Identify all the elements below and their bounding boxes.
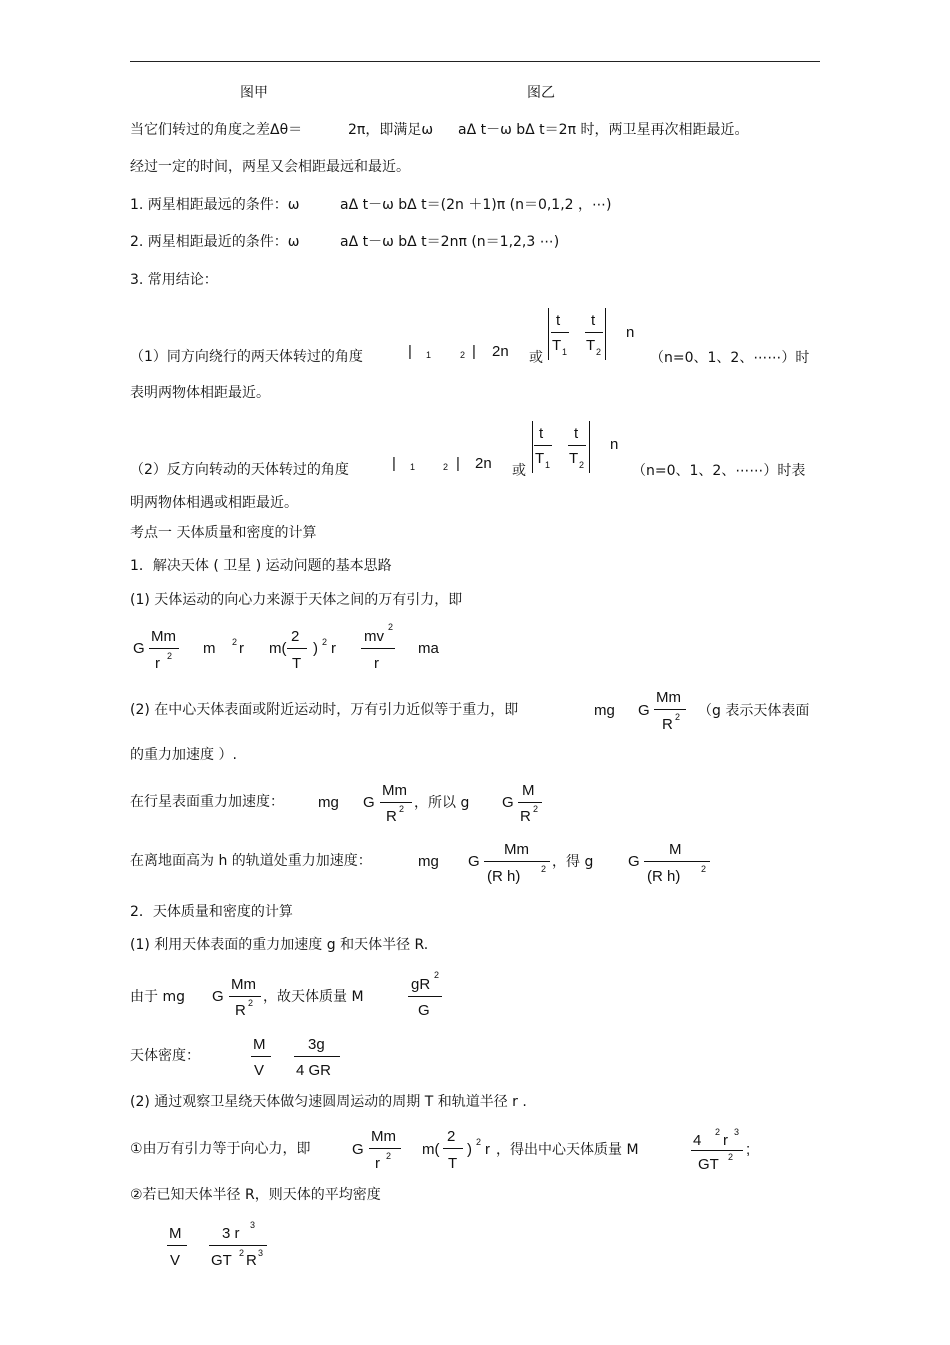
G-symbol: G — [468, 853, 480, 870]
frac-num: Mm — [504, 841, 529, 858]
n-value: n — [610, 436, 619, 453]
frac1-den: T — [552, 337, 562, 354]
frac2-bar — [568, 445, 586, 446]
abs-bracket-left — [532, 421, 533, 473]
period-frac-bar — [443, 1148, 463, 1149]
frac-bar — [518, 802, 542, 803]
near-condition-eq: aΔ t－ω bΔ t＝2nπ (n＝1,2,3 ⋯) — [340, 234, 560, 250]
omega-sub-1: 1 — [426, 350, 432, 360]
frac-bar — [408, 996, 442, 997]
or-label: 或 — [529, 350, 543, 366]
r-symbol: r — [485, 1141, 490, 1158]
section-2-p4: (2) 通过观察卫星绕天体做匀速圆周运动的周期 T 和轨道半径 r . — [130, 1094, 527, 1110]
ma-symbol: ma — [418, 640, 439, 657]
frac-den: 4 GR — [296, 1062, 332, 1079]
section-1-sub1: 1．解决天体 ( 卫星 ) 运动问题的基本思路 — [130, 558, 392, 574]
intro-line1-b: 2π，即满足ω — [348, 122, 434, 138]
frac-bar — [484, 861, 550, 862]
abs-bracket-right — [605, 308, 606, 360]
frac-den: V — [170, 1252, 181, 1269]
mv-exp: 2 — [388, 622, 394, 632]
abs-bar-left: | — [392, 455, 396, 472]
conclusion-1-tail: （n=0、1、2、⋯⋯）时 — [650, 350, 810, 366]
G-symbol: G — [133, 640, 145, 657]
conclusion-2-text: （2）反方向转动的天体转过的角度 — [130, 462, 349, 478]
mv-den: r — [374, 655, 379, 672]
frac-num: 3g — [308, 1036, 325, 1053]
frac-num: M — [669, 841, 682, 858]
frac-den: (R h) — [487, 868, 521, 885]
frac-den: GT — [211, 1252, 232, 1269]
r-symbol: r — [723, 1132, 728, 1149]
two-n: 2n — [475, 455, 492, 472]
frac1-den-sub: 1 — [562, 347, 568, 357]
intro-line1-a: 当它们转过的角度之差Δθ＝ — [130, 122, 303, 138]
frac2-den-sub: 2 — [579, 460, 585, 470]
omega-sub-1: 1 — [410, 462, 416, 472]
mass-from-orbit-label: ①由万有引力等于向心力，即 — [130, 1141, 311, 1157]
common-conclusion-label: 3. 常用结论： — [130, 272, 218, 288]
frac-den: V — [254, 1062, 265, 1079]
G-symbol: G — [212, 988, 224, 1005]
frac-den-exp: 2 — [167, 651, 173, 661]
frac2-den: T — [586, 337, 596, 354]
caption-left: 图甲 — [240, 85, 268, 101]
intro-line2: 经过一定的时间，两星又会相距最远和最近。 — [130, 159, 410, 175]
conclusion-2-tail: （n=0、1、2、⋯⋯）时表 — [632, 463, 806, 479]
frac-num: 3 r — [222, 1225, 240, 1242]
r-exp: 3 — [250, 1220, 256, 1230]
top-rule — [130, 61, 820, 62]
frac-den: GT — [698, 1156, 719, 1173]
frac-den-exp: 2 — [533, 804, 539, 814]
r-symbol: r — [331, 640, 336, 657]
frac1-den: T — [535, 450, 545, 467]
mv-num: mv — [364, 628, 384, 645]
mass-eq-mid: ，故天体质量 M — [263, 989, 364, 1005]
frac-den-exp: 2 — [701, 864, 707, 874]
mass-from-orbit-mid: ，得出中心天体质量 M — [496, 1142, 639, 1158]
omega-sub-2: 2 — [443, 462, 449, 472]
conclusion-1-text: （1）同方向绕行的两天体转过的角度 — [130, 349, 363, 365]
G-symbol: G — [638, 702, 650, 719]
frac1-num: t — [556, 312, 561, 329]
frac-bar — [691, 1150, 743, 1151]
frac-den: R — [662, 716, 673, 733]
frac-num: gR — [411, 976, 431, 993]
close-paren: ) — [467, 1141, 472, 1158]
frac-den-exp: 2 — [399, 804, 405, 814]
caption-right: 图乙 — [527, 85, 555, 101]
frac2-den-sub: 2 — [596, 347, 602, 357]
G-symbol: G — [363, 794, 375, 811]
semicolon: ; — [746, 1141, 751, 1158]
frac-bar — [209, 1245, 267, 1246]
frac2-bar — [585, 332, 603, 333]
frac-bar — [149, 648, 179, 649]
frac-num: M — [169, 1225, 182, 1242]
abs-bar-left: | — [408, 343, 412, 360]
omega-exp: 2 — [232, 637, 238, 647]
orbit-gravity-label: 在离地面高为 h 的轨道处重力加速度： — [130, 853, 372, 869]
pi-exp: 2 — [715, 1127, 721, 1137]
frac-num: Mm — [371, 1128, 396, 1145]
far-condition-label: 1. 两星相距最远的条件：ω — [130, 197, 300, 213]
frac2-num: t — [591, 312, 596, 329]
frac-num: Mm — [382, 782, 407, 799]
mass-eq-prefix: 由于 mg — [130, 989, 185, 1005]
section-1-p1: (1) 天体运动的向心力来源于天体之间的万有引力，即 — [130, 592, 463, 608]
abs-bracket-left — [548, 308, 549, 360]
frac-den-exp: 2 — [728, 1152, 734, 1162]
frac-num: Mm — [151, 628, 176, 645]
conclusion-2-cont: 明两物体相遇或相距最近。 — [130, 495, 298, 511]
so-g-text: ，所以 g — [414, 795, 470, 811]
close-paren: ) — [313, 640, 318, 657]
get-g-text: ，得 g — [552, 854, 594, 870]
density-label: 天体密度： — [130, 1048, 200, 1064]
near-condition-label: 2. 两星相距最近的条件：ω — [130, 234, 300, 250]
two-pi-num: 2 — [447, 1128, 456, 1145]
n-value: n — [626, 324, 635, 341]
section-1-p2-cont: 的重力加速度 ）. — [130, 747, 237, 763]
frac-num-exp: 2 — [434, 970, 440, 980]
far-condition-eq: aΔ t－ω bΔ t＝(2n ＋1)π (n＝0,1,2 ，⋯) — [340, 197, 612, 213]
frac1-bar — [534, 445, 552, 446]
frac2-num: t — [574, 425, 579, 442]
r-exp: 3 — [734, 1127, 740, 1137]
intro-line1-c: aΔ t－ω bΔ t＝2π 时，两卫星再次相距最近。 — [458, 122, 749, 138]
section-1-p2: (2) 在中心天体表面或附近运动时，万有引力近似等于重力，即 — [130, 702, 519, 718]
mg-symbol: mg — [594, 702, 615, 719]
frac-bar — [251, 1056, 271, 1057]
frac-num: Mm — [656, 689, 681, 706]
frac2-den: T — [569, 450, 579, 467]
G-symbol: G — [628, 853, 640, 870]
abs-bracket-right — [589, 421, 590, 473]
frac-den: r — [375, 1155, 380, 1172]
m-symbol: m — [203, 640, 216, 657]
T-exp: 2 — [239, 1248, 245, 1258]
frac-den: R — [520, 808, 531, 825]
frac-bar — [369, 1148, 401, 1149]
omega-sub-2: 2 — [460, 350, 466, 360]
r-symbol: r — [239, 640, 244, 657]
period-frac-bar — [287, 648, 307, 649]
section-2-p6: ②若已知天体半径 R，则天体的平均密度 — [130, 1187, 381, 1203]
abs-bar-right: | — [456, 455, 460, 472]
frac-num: M — [522, 782, 535, 799]
frac-den: r — [155, 655, 160, 672]
section-2-p1: (1) 利用天体表面的重力加速度 g 和天体半径 R. — [130, 937, 429, 953]
frac1-num: t — [539, 425, 544, 442]
period-den: T — [448, 1155, 458, 1172]
frac-den: G — [418, 1002, 430, 1019]
mg-symbol: mg — [318, 794, 339, 811]
frac-bar — [380, 802, 412, 803]
frac-den-exp: 2 — [248, 998, 254, 1008]
section-1-p2-tail: （g 表示天体表面 — [698, 703, 810, 719]
two-n: 2n — [492, 343, 509, 360]
section-2-heading: 2．天体质量和密度的计算 — [130, 904, 293, 920]
G-symbol: G — [352, 1141, 364, 1158]
abs-bar-right: | — [472, 343, 476, 360]
mg-symbol: mg — [418, 853, 439, 870]
period-den: T — [292, 655, 302, 672]
frac-num: Mm — [231, 976, 256, 993]
paren-exp: 2 — [322, 637, 328, 647]
frac-bar — [294, 1056, 340, 1057]
frac-bar — [229, 996, 261, 997]
frac1-bar — [551, 332, 569, 333]
frac1-den-sub: 1 — [545, 460, 551, 470]
frac-den: R — [235, 1002, 246, 1019]
frac-bar — [644, 861, 710, 862]
paren-exp: 2 — [476, 1137, 482, 1147]
frac-den: R — [386, 808, 397, 825]
frac-den-exp: 2 — [675, 712, 681, 722]
R-symbol: R — [246, 1252, 257, 1269]
frac-bar — [654, 709, 686, 710]
frac-den: (R h) — [647, 868, 681, 885]
or-label: 或 — [512, 463, 526, 479]
frac-num: M — [253, 1036, 266, 1053]
G-symbol: G — [502, 794, 514, 811]
section-1-heading: 考点一 天体质量和密度的计算 — [130, 525, 317, 541]
frac-num: 4 — [693, 1132, 702, 1149]
m-paren: m( — [269, 640, 287, 657]
conclusion-1-cont: 表明两物体相距最近。 — [130, 385, 270, 401]
surface-gravity-label: 在行星表面重力加速度： — [130, 794, 284, 810]
two-pi-num: 2 — [291, 628, 300, 645]
R-exp: 3 — [258, 1248, 264, 1258]
frac-bar — [167, 1245, 187, 1246]
m-paren: m( — [422, 1141, 440, 1158]
frac-den-exp: 2 — [541, 864, 547, 874]
mv-frac-bar — [361, 648, 395, 649]
frac-den-exp: 2 — [386, 1151, 392, 1161]
